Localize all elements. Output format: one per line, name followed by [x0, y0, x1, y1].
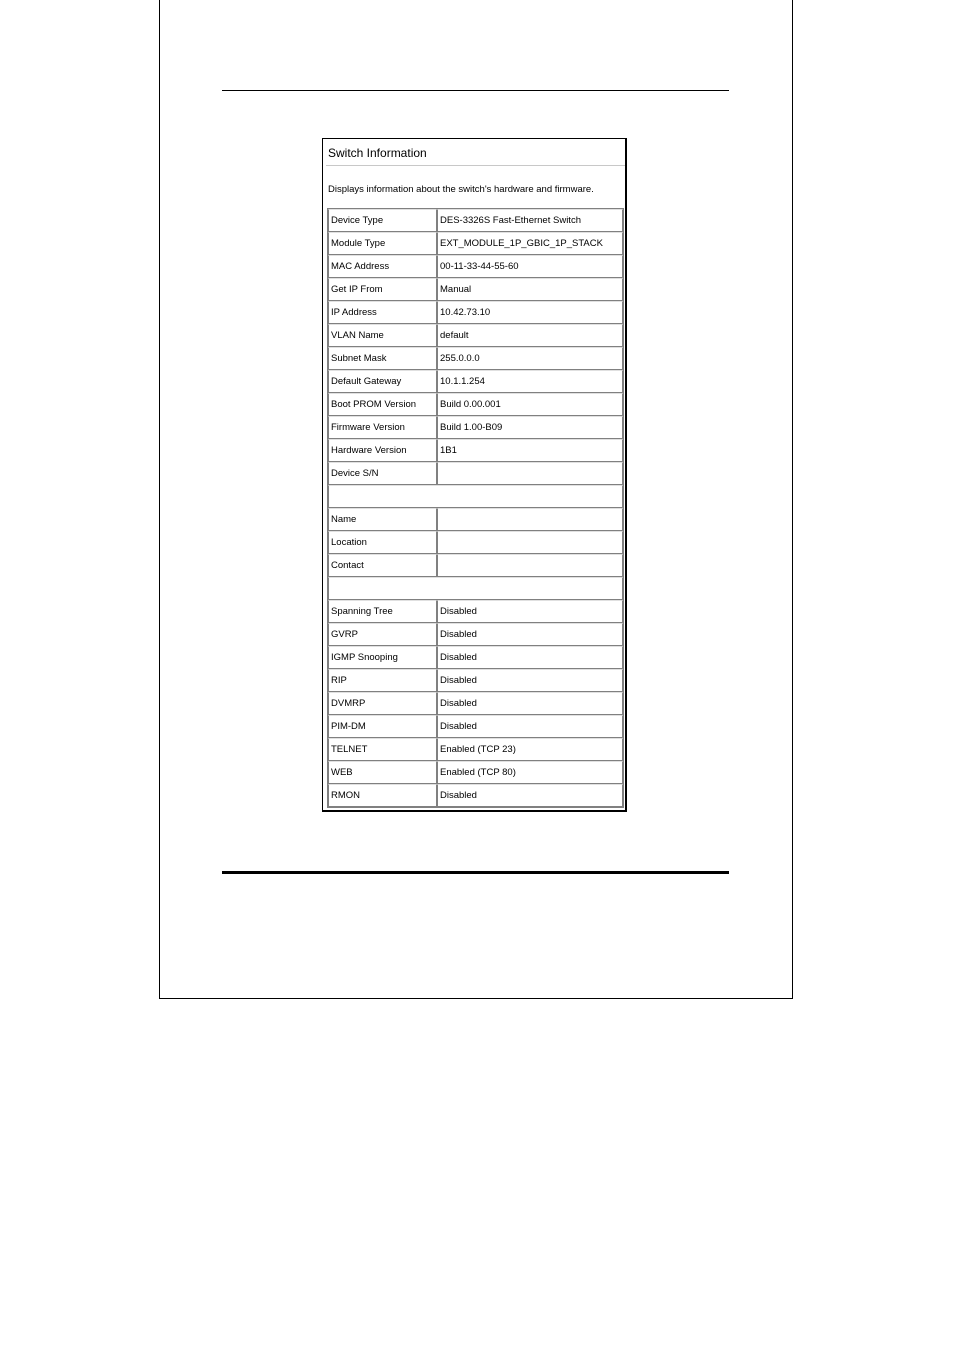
table-row: [328, 416, 623, 439]
row-value: Enabled (TCP 80): [437, 761, 623, 784]
row-label: Default Gateway: [328, 370, 437, 393]
row-label: Location: [328, 531, 437, 554]
row-label: IP Address: [328, 301, 437, 324]
row-label: Subnet Mask: [328, 347, 437, 370]
row-value: default: [437, 324, 623, 347]
row-value: 255.0.0.0: [437, 347, 623, 370]
section-spacer-row: [328, 485, 623, 508]
row-value: Manual: [437, 278, 623, 301]
row-value: Disabled: [437, 692, 623, 715]
switch-info-table: [327, 208, 624, 808]
table-row: [328, 393, 623, 416]
row-value: 00-11-33-44-55-60: [437, 255, 623, 278]
row-value: DES-3326S Fast-Ethernet Switch: [437, 209, 623, 232]
table-row: [328, 623, 623, 646]
row-label: GVRP: [328, 623, 437, 646]
row-value: Disabled: [437, 623, 623, 646]
table-row: [328, 554, 623, 577]
row-label: VLAN Name: [328, 324, 437, 347]
row-value: [437, 531, 623, 554]
table-row: [328, 669, 623, 692]
row-label: Hardware Version: [328, 439, 437, 462]
row-label: IGMP Snooping: [328, 646, 437, 669]
table-row: [328, 600, 623, 623]
row-label: MAC Address: [328, 255, 437, 278]
footer-rule: [222, 871, 729, 874]
table-row: [328, 692, 623, 715]
row-label: TELNET: [328, 738, 437, 761]
row-label: DVMRP: [328, 692, 437, 715]
row-label: Firmware Version: [328, 416, 437, 439]
row-label: RMON: [328, 784, 437, 807]
row-value: Disabled: [437, 646, 623, 669]
table-row: [328, 531, 623, 554]
row-value: 1B1: [437, 439, 623, 462]
title-divider: [326, 165, 625, 166]
table-row: [328, 255, 623, 278]
table-row: [328, 508, 623, 531]
row-value: [437, 554, 623, 577]
row-value: Disabled: [437, 600, 623, 623]
row-value: Build 0.00.001: [437, 393, 623, 416]
panel-title: Switch Information: [328, 146, 427, 160]
row-value: [437, 462, 623, 485]
row-value: Disabled: [437, 784, 623, 807]
table-row: [328, 715, 623, 738]
row-label: Boot PROM Version: [328, 393, 437, 416]
section-spacer-row: [328, 577, 623, 600]
row-label: Module Type: [328, 232, 437, 255]
table-row: [328, 347, 623, 370]
table-row: [328, 439, 623, 462]
row-value: 10.42.73.10: [437, 301, 623, 324]
row-value: Enabled (TCP 23): [437, 738, 623, 761]
row-value: EXT_MODULE_1P_GBIC_1P_STACK: [437, 232, 623, 255]
header-rule: [222, 90, 729, 91]
section-spacer: [328, 485, 623, 508]
section-spacer: [328, 577, 623, 600]
table-row: [328, 738, 623, 761]
switch-information-window: [322, 138, 627, 812]
row-label: WEB: [328, 761, 437, 784]
row-value: Disabled: [437, 669, 623, 692]
row-label: Device Type: [328, 209, 437, 232]
row-value: Disabled: [437, 715, 623, 738]
row-label: Contact: [328, 554, 437, 577]
row-value: [437, 508, 623, 531]
table-row: [328, 370, 623, 393]
row-label: PIM-DM: [328, 715, 437, 738]
row-label: Get IP From: [328, 278, 437, 301]
panel-description: Displays information about the switch's hardware and firmware.: [328, 184, 594, 195]
table-row: [328, 462, 623, 485]
table-row: [328, 761, 623, 784]
row-value: 10.1.1.254: [437, 370, 623, 393]
table-row: [328, 232, 623, 255]
table-row: [328, 301, 623, 324]
table-row: [328, 784, 623, 807]
table-row: [328, 324, 623, 347]
row-label: Device S/N: [328, 462, 437, 485]
table-row: [328, 278, 623, 301]
row-label: RIP: [328, 669, 437, 692]
row-value: Build 1.00-B09: [437, 416, 623, 439]
table-row: [328, 209, 623, 232]
row-label: Name: [328, 508, 437, 531]
table-row: [328, 646, 623, 669]
row-label: Spanning Tree: [328, 600, 437, 623]
